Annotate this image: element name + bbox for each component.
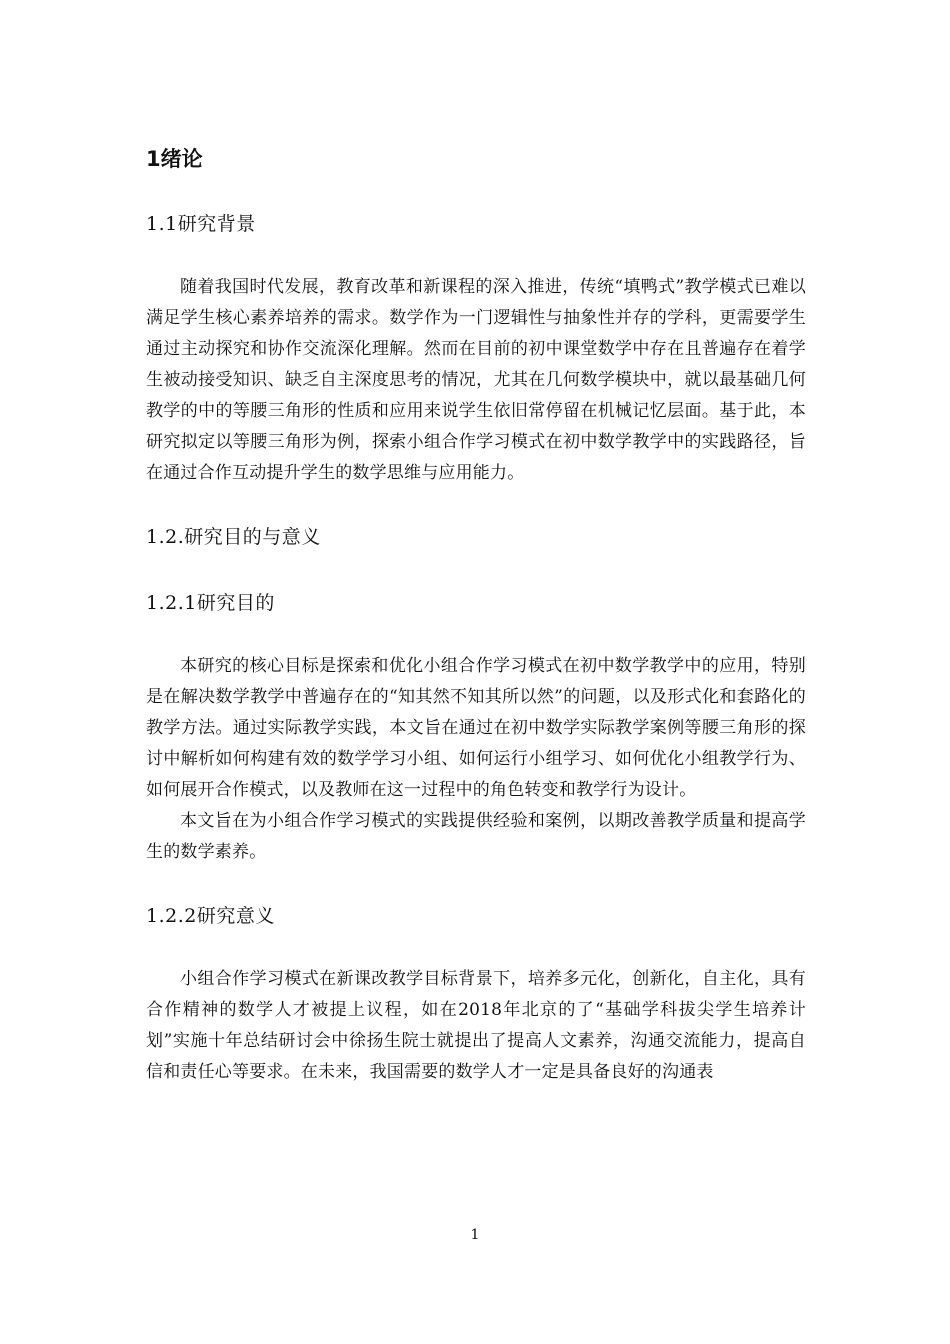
subsection-heading-significance: 1.2.2研究意义 (146, 905, 275, 927)
significance-paragraph: 小组合作学习模式在新课改教学目标背景下，培养多元化，创新化，自主化，具有合作精神的数学人才被提上议程，如在2018年北京的了“基础学科拔尖学生培养计划”实施十年总结研讨会中徐扬生院士就提出了提高人文素养，沟通交流能力，提高自信和责任心等要求。在未来，我国需要的数学人才一定是具备良好的沟通表 (146, 969, 806, 1082)
background-section (146, 272, 806, 489)
page-number: 1 (470, 1227, 480, 1243)
section-heading-purpose-significance: 1.2.研究目的与意义 (146, 526, 321, 548)
purpose-paragraph-1: 本研究的核心目标是探索和优化小组合作学习模式在初中数学教学中的应用，特别是在解决数学教学中普遍存在的“知其然不知其所以然”的问题，以及形式化和套路化的教学方法。通过实际教学实践，本文旨在通过在初中数学实际教学案例等腰三角形的探讨中解析如何构建有效的数学学习小组、如何运行小组学习、如何优化小组教学行为、如何展开合作模式，以及教师在这一过程中的角色转变和教学行为设计。 (146, 656, 806, 800)
significance-section (146, 964, 806, 1088)
document-page (146, 140, 806, 1088)
section-heading-background: 1.1研究背景 (146, 213, 256, 235)
chapter-heading: 1绪论 (146, 147, 203, 171)
background-paragraph: 随着我国时代发展，教育改革和新课程的深入推进，传统“填鸭式”教学模式已难以满足学生核心素养培养的需求。数学作为一门逻辑性与抽象性并存的学科，更需要学生通过主动探究和协作交流深化理解。然而在目前的初中课堂数学中存在且普遍存在着学生被动接受知识、缺乏自主深度思考的情况，尤其在几何数学模块中，就以最基础几何教学的中的等腰三角形的性质和应用来说学生依旧常停留在机械记忆层面。基于此，本研究拟定以等腰三角形为例，探索小组合作学习模式在初中数学教学中的实践路径，旨在通过合作互动提升学生的数学思维与应用能力。 (146, 277, 806, 483)
subsection-heading-purpose: 1.2.1研究目的 (146, 592, 275, 614)
purpose-section (146, 651, 806, 868)
purpose-paragraph-2: 本文旨在为小组合作学习模式的实践提供经验和案例，以期改善教学质量和提高学生的数学素养。 (146, 811, 806, 862)
